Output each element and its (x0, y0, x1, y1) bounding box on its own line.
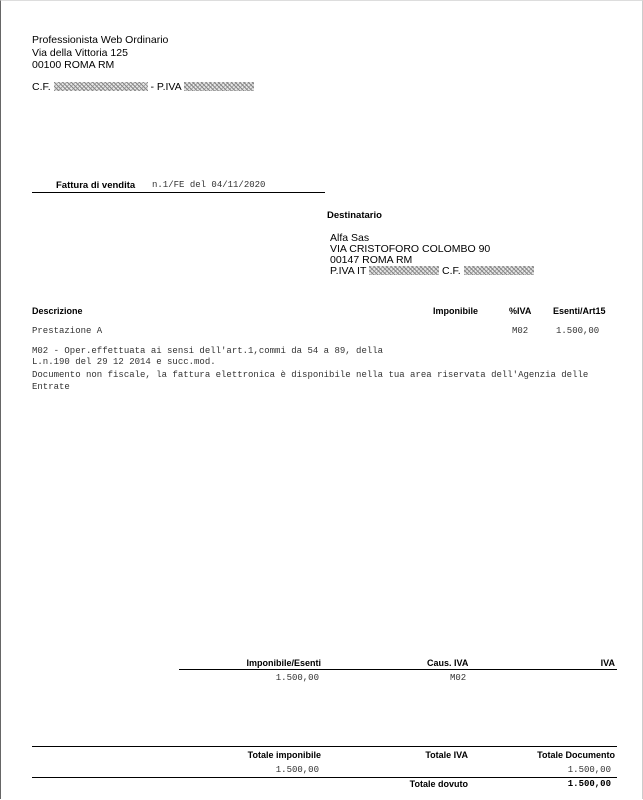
summary-rule (179, 669, 617, 670)
redacted-piva (184, 82, 254, 91)
recipient-address: VIA CRISTOFORO COLOMBO 90 (330, 243, 491, 255)
issuer-address: Via della Vittoria 125 (32, 47, 128, 59)
recipient-city: 00147 ROMA RM (330, 254, 413, 266)
col-header-iva: %IVA (509, 306, 532, 316)
issuer-piva-label: - P.IVA (150, 81, 182, 93)
totals-header-documento: Totale Documento (537, 750, 615, 760)
totals-header-imponibile: Totale imponibile (247, 750, 321, 760)
note-line: Documento non fiscale, la fattura elettronica è disponibile nella tua area riservata dell'Agenzia delle (32, 370, 589, 380)
summary-causale-value: M02 (450, 673, 467, 683)
invoice-date-prefix: del (189, 180, 207, 190)
note-line: L.n.190 del 29 12 2014 e succ.mod. (32, 357, 216, 367)
summary-header-causale: Caus. IVA (427, 658, 469, 668)
recipient-name: Alfa Sas (330, 232, 370, 244)
item-iva: M02 (512, 326, 529, 336)
item-description: Prestazione A (32, 326, 103, 336)
col-header-imponibile: Imponibile (433, 306, 478, 316)
redacted-recipient-cf (464, 266, 534, 275)
recipient-cf-label: C.F. (442, 265, 461, 277)
item-esenti: 1.500,00 (556, 326, 600, 336)
issuer-name: Professionista Web Ordinario (32, 34, 169, 46)
invoice-type: Fattura di vendita (56, 180, 136, 191)
recipient-heading: Destinatario (327, 210, 382, 221)
invoice-number: n.1/FE (152, 180, 185, 190)
recipient-piva-label: P.IVA IT (330, 265, 367, 277)
summary-header-imponibile: Imponibile/Esenti (246, 658, 321, 668)
recipient-tax-ids (330, 265, 534, 277)
totals-bottom-rule (32, 777, 617, 778)
col-header-esenti: Esenti/Art15 (553, 306, 606, 316)
invoice-date: 04/11/2020 (211, 180, 266, 190)
total-due-label: Totale dovuto (409, 779, 468, 789)
note-line: M02 - Oper.effettuata ai sensi dell'art.1,commi da 54 a 89, della (32, 346, 384, 356)
summary-imponibile-value: 1.500,00 (275, 673, 319, 683)
summary-header-iva: IVA (600, 658, 615, 668)
invoice-number-date (152, 180, 265, 191)
issuer-city: 00100 ROMA RM (32, 59, 115, 71)
redacted-cf (54, 82, 148, 91)
totals-top-rule (32, 746, 617, 747)
col-header-description: Descrizione (32, 306, 83, 316)
title-underline (32, 192, 325, 193)
totals-header-iva: Totale IVA (425, 750, 468, 760)
totals-imponibile-value: 1.500,00 (275, 765, 319, 775)
note-line: Entrate (32, 382, 70, 392)
issuer-tax-ids (32, 81, 254, 93)
totals-documento-value: 1.500,00 (567, 765, 611, 775)
redacted-recipient-piva (369, 266, 439, 275)
issuer-cf-label: C.F. (32, 81, 51, 93)
total-due-value: 1.500,00 (567, 779, 611, 789)
